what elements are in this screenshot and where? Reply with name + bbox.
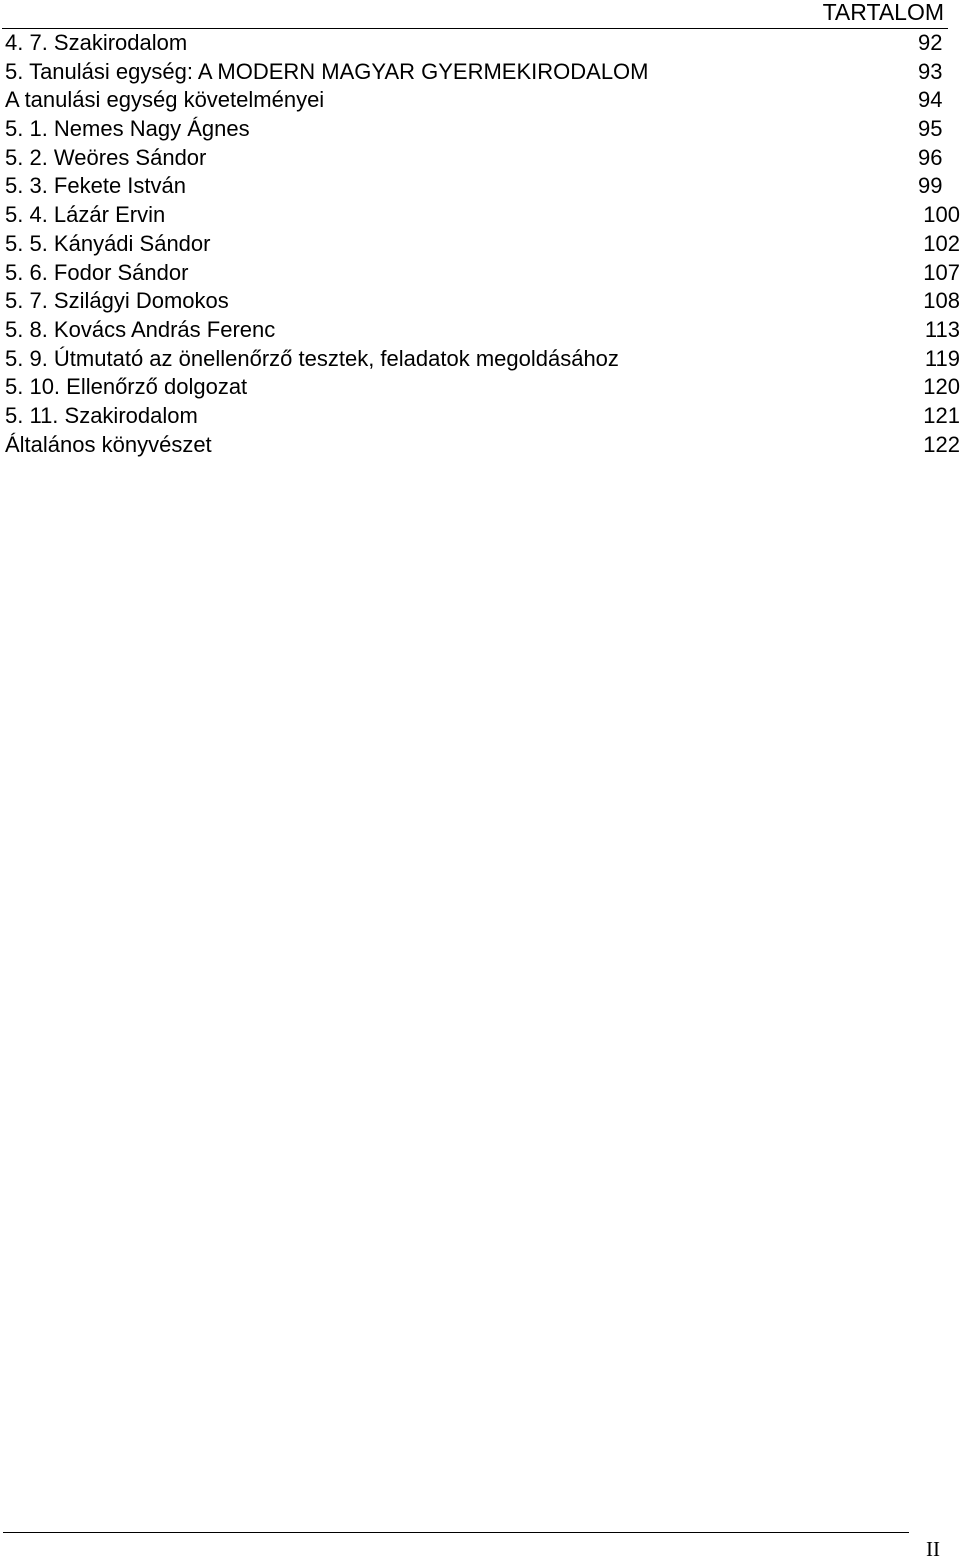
toc-entry-page: 122 xyxy=(923,431,960,457)
toc-entry-title: 5. 3. Fekete István xyxy=(5,173,186,199)
toc-entry-page: 107 xyxy=(923,259,960,285)
toc-entry-page: 96 xyxy=(918,144,943,170)
toc-entry-title: Általános könyvészet xyxy=(5,431,212,457)
toc-entry-title: 5. 8. Kovács András Ferenc xyxy=(5,316,276,342)
toc-entry[interactable] xyxy=(5,287,960,316)
toc-entry-page: 99 xyxy=(918,173,943,199)
toc-entry-title: 5. 11. Szakirodalom xyxy=(5,402,198,428)
header-title: TARTALOM xyxy=(822,0,944,25)
toc-entry-title: 5. 2. Weöres Sándor xyxy=(5,144,207,170)
table-of-contents xyxy=(5,29,960,459)
toc-entry[interactable] xyxy=(5,259,960,288)
toc-entry[interactable] xyxy=(5,230,960,259)
toc-entry-page: 102 xyxy=(923,230,960,256)
toc-entry-title: 5. 4. Lázár Ervin xyxy=(5,202,166,228)
toc-entry-title: 5. 6. Fodor Sándor xyxy=(5,259,189,285)
toc-entry-page: 120 xyxy=(923,374,960,400)
toc-entry-title: 5. 1. Nemes Nagy Ágnes xyxy=(5,116,250,142)
toc-entry-page: 108 xyxy=(923,288,960,314)
toc-entry[interactable] xyxy=(5,345,960,374)
toc-entry-page: 119 xyxy=(924,345,960,371)
toc-entry[interactable] xyxy=(5,115,960,144)
toc-entry[interactable] xyxy=(5,86,960,115)
toc-entry-title: 5. 5. Kányádi Sándor xyxy=(5,230,211,256)
toc-entry[interactable] xyxy=(5,29,960,58)
toc-entry[interactable] xyxy=(5,172,960,201)
toc-entry-page: 95 xyxy=(918,116,943,142)
toc-entry-title: 4. 7. Szakirodalom xyxy=(5,30,188,55)
toc-entry-title: 5. Tanulási egység: A MODERN MAGYAR GYERMEKIRODALOM xyxy=(5,58,649,84)
footer-divider xyxy=(3,1532,909,1533)
toc-entry[interactable] xyxy=(5,431,960,460)
toc-entry-title: 5. 7. Szilágyi Domokos xyxy=(5,288,229,314)
toc-entry[interactable] xyxy=(5,58,960,87)
page-number: II xyxy=(926,1537,940,1561)
toc-entry[interactable] xyxy=(5,201,960,230)
toc-entry-page: 94 xyxy=(918,87,943,113)
toc-entry-page: 121 xyxy=(923,402,960,428)
toc-entry-page: 113 xyxy=(924,316,960,342)
toc-entry-title: 5. 10. Ellenőrző dolgozat xyxy=(5,374,248,400)
toc-entry-title: 5. 9. Útmutató az önellenőrző tesztek, feladatok megoldásához xyxy=(5,345,619,371)
toc-entry-title: A tanulási egység követelményei xyxy=(5,87,325,113)
toc-entry[interactable] xyxy=(5,144,960,173)
toc-entry[interactable] xyxy=(5,402,960,431)
toc-entry-page: 92 xyxy=(918,30,943,55)
toc-entry-page: 100 xyxy=(923,202,960,228)
toc-entry[interactable] xyxy=(5,316,960,345)
toc-entry[interactable] xyxy=(5,373,960,402)
toc-entry-page: 93 xyxy=(918,58,943,84)
